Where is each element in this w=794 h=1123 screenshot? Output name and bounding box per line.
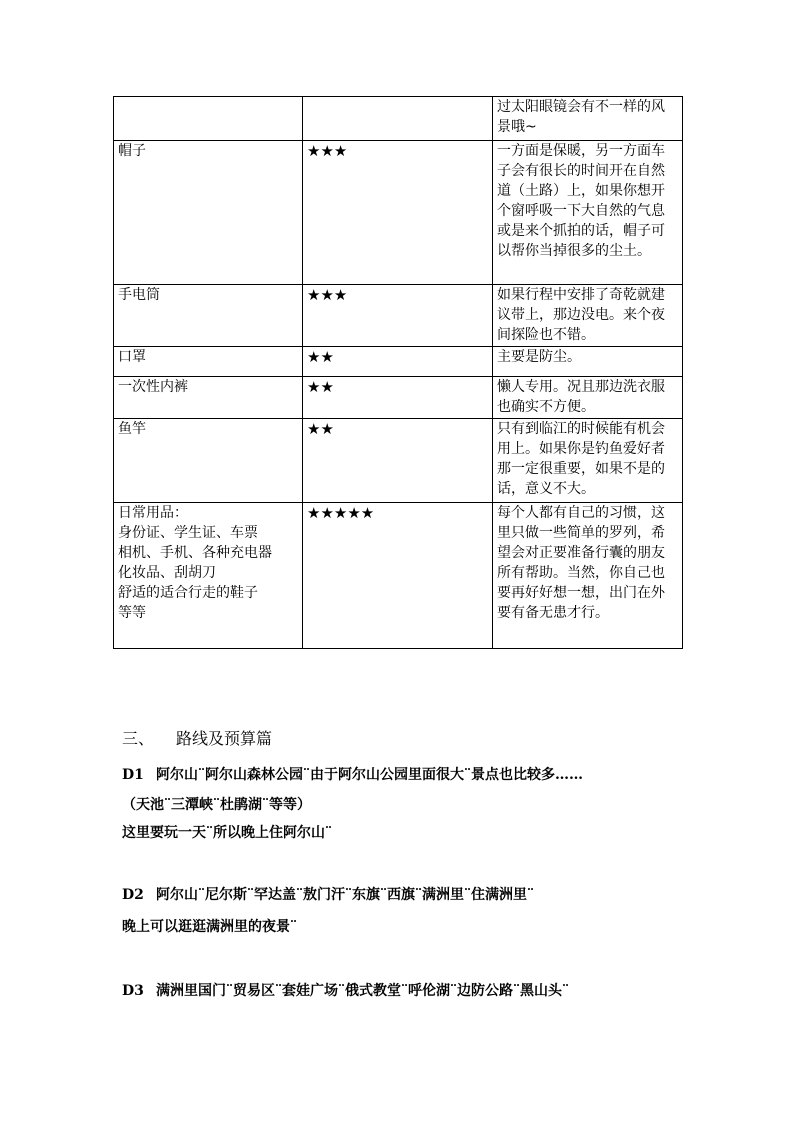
table-row: [114, 419, 683, 503]
route-text: 阿尔山¨阿尔山森林公园¨由于阿尔山公园里面很大¨景点也比较多……: [156, 767, 583, 783]
day-label: D2: [122, 887, 144, 903]
table-row: [114, 97, 683, 141]
packing-list-table: [113, 96, 683, 649]
section-number: 三、: [122, 729, 155, 748]
route-d1-line2: （天池¨三潭峡¨杜鹃湖¨等等）: [122, 797, 311, 813]
note-cell: 主要是防尘。: [493, 347, 683, 377]
table-row: [114, 347, 683, 377]
rating-cell: ★★: [303, 419, 493, 503]
rating-cell: ★★: [303, 377, 493, 419]
route-d2-line2: 晚上可以逛逛满洲里的夜景¨: [122, 919, 297, 935]
item-cell: 口罩: [114, 347, 303, 377]
note-cell: 如果行程中安排了奇乾就建议带上，那边没电。来个夜间探险也不错。: [493, 285, 683, 347]
route-d1-line1: [122, 762, 583, 788]
rating-cell: ★★★: [303, 141, 493, 285]
route-text: 阿尔山¨尼尔斯¨罕达盖¨敖门汗¨东旗¨西旗¨满洲里¨住满洲里¨: [156, 887, 534, 903]
rating-cell: ★★: [303, 347, 493, 377]
route-d1-line3: 这里要玩一天¨所以晚上住阿尔山¨: [122, 825, 332, 841]
table-row: [114, 285, 683, 347]
item-cell: 日常用品： 身份证、学生证、车票 相机、手机、各种充电器 化妆品、刮胡刀 舒适的适合行走的鞋子 等等: [114, 503, 303, 649]
table-row: [114, 141, 683, 285]
rating-cell: [303, 97, 493, 141]
route-d3-line1: [122, 978, 569, 1004]
item-cell: [114, 97, 303, 141]
note-cell: 只有到临江的时候能有机会用上。如果你是钓鱼爱好者那一定很重要，如果不是的话，意义不大。: [493, 419, 683, 503]
route-d2-line1: [122, 882, 534, 908]
note-cell: 过太阳眼镜会有不一样的风景哦~: [493, 97, 683, 141]
item-cell: 鱼竿: [114, 419, 303, 503]
rating-cell: ★★★: [303, 285, 493, 347]
item-cell: 帽子: [114, 141, 303, 285]
item-cell: 一次性内裤: [114, 377, 303, 419]
table-row: [114, 377, 683, 419]
route-text: 满洲里国门¨贸易区¨套娃广场¨俄式教堂¨呼伦湖¨边防公路¨黑山头¨: [156, 983, 569, 999]
section-heading: [122, 726, 272, 749]
section-title-text: 路线及预算篇: [176, 729, 273, 748]
note-cell: 一方面是保暖，另一方面车子会有很长的时间开在自然道（土路）上，如果你想开个窗呼吸一下大自然的气息或是来个抓拍的话，帽子可以帮你当掉很多的尘土。: [493, 141, 683, 285]
note-cell: 懒人专用。况且那边洗衣服也确实不方便。: [493, 377, 683, 419]
day-label: D1: [122, 767, 144, 783]
note-cell: 每个人都有自己的习惯，这里只做一些简单的罗列，希望会对正要准备行囊的朋友所有帮助。当然，你自己也要再好好想一想，出门在外要有备无患才行。: [493, 503, 683, 649]
day-label: D3: [122, 983, 144, 999]
rating-cell: ★★★★★: [303, 503, 493, 649]
item-cell: 手电筒: [114, 285, 303, 347]
table-row: [114, 503, 683, 649]
